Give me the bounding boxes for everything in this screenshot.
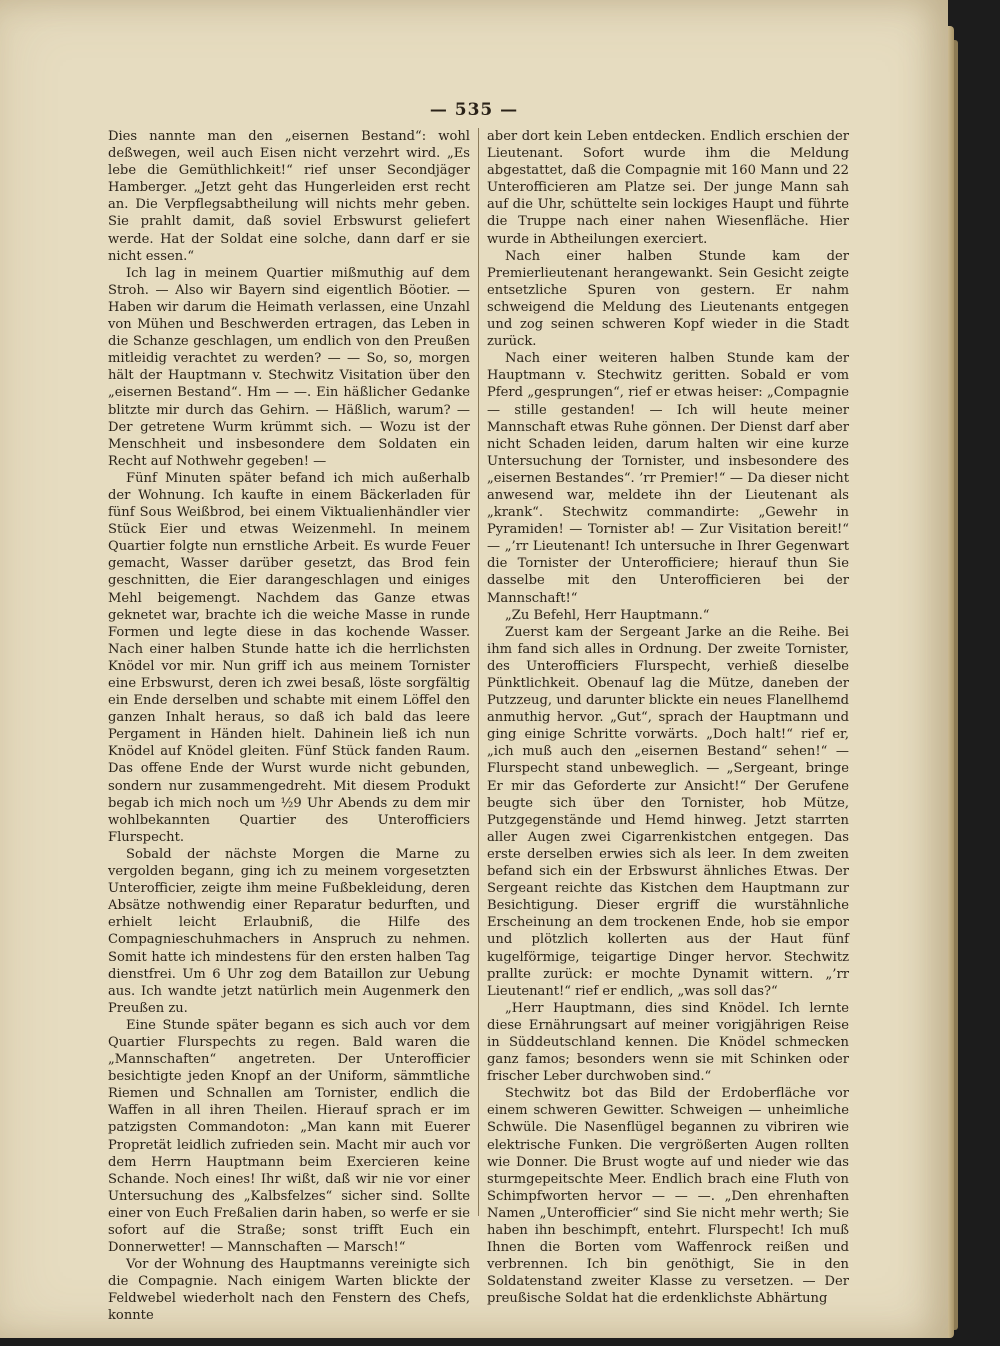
paragraph: „Zu Befehl, Herr Hauptmann.“ bbox=[505, 607, 710, 623]
paragraph: Stechwitz bot das Bild der Erdoberfläche vor einem schweren Gewitter. Schweigen — unheimliche Schwüle. Die Nasenflügel begannen zu vibriren wie elektrische Funken. Die vergrößerten Augen rollten wie Donner. Die Brust wogte auf und nieder wie das sturmgepeitschte Meer. Endlich brach eine Fluth von Schimpfworten hervor — — —. „Den ehrenhaften Namen „Unterofficier“ sind Sie nicht mehr werth; Sie haben ihn beschimpft, entehrt. Flurspecht! Ich muß Ihnen die Borten vom Waffenrock reißen und verbrennen. Ich bin genöthigt, Sie in den Soldatenstand zweiter Klasse zu versetzen. — Der preußische Soldat hat die erdenklichste Abhärtung bbox=[487, 1086, 849, 1307]
paragraph: „Herr Hauptmann, dies sind Knödel. Ich lernte diese Ernährungsart auf meiner vorigjährigen Reise in Süddeutschland kennen. Die Knödel schmecken ganz famos; besonders wenn sie mit Schinken oder frischer Leber durchwoben sind.“ bbox=[487, 1000, 849, 1085]
paragraph: Nach einer halben Stunde kam der Premierlieutenant herangewankt. Sein Gesicht zeigte entsetzliche Spuren von gestern. Er nahm schweigend die Meldung des Lieutenants entgegen und zog seinen schweren Kopf wieder in die Stadt zurück. bbox=[487, 248, 849, 350]
paragraph: Fünf Minuten später befand ich mich außerhalb der Wohnung. Ich kaufte in einem Bäckerladen für fünf Sous Weißbrod, bei einem Viktualienhändler vier Stück Eier und etwas Weizenmehl. In meinem Quartier folgte nun ernstliche Arbeit. Es wurde Feuer gemacht, Wasser darüber gesetzt, das Brod fein geschnitten, die Eier darangeschlagen und einiges Mehl beigemengt. Nachdem das Ganze etwas geknetet war, brachte ich die weiche Masse in runde Formen und legte diese in das kochende Wasser. Nach einer halben Stunde hatte ich die herrlichsten Knödel vor mir. Nun griff ich aus meinem Tornister eine Erbswurst, deren ich zwei besaß, löste sorgfältig ein Ende derselben und schabte mit einem Löffel den ganzen Inhalt heraus, so daß ich bald das leere Pergament in Händen hielt. Dahinein ließ ich nun Knödel auf Knödel gleiten. Fünf Stück fanden Raum. Das offene Ende der Wurst wurde nicht gebunden, sondern nur zusammengedreht. Mit diesem Produkt begab ich mich noch um ½9 Uhr Abends zu dem mir wohlbekannten Quartier des Unterofficiers Flurspecht. bbox=[108, 470, 470, 845]
paragraph: Eine Stunde später begann es sich auch vor dem Quartier Flurspechts zu regen. Bald waren die „Mannschaften“ angetreten. Der Unterofficier besichtigte jeden Knopf an der Uniform, sämmtliche Riemen und Schnallen am Tornister, endlich die Waffen in all ihren Theilen. Hierauf sprach er im patzigsten Commandoton: „Man kann mit Euerer Propretät leidlich zufrieden sein. Macht mir auch vor dem Herrn Hauptmann beim Exercieren keine Schande. Noch eines! Ihr wißt, daß wir nie vor einer Untersuchung des „Kalbsfelzes“ sicher sind. Sollte einer von Euch Freßalien darin haben, so werfe er sie sofort auf die Straße; sonst trifft Euch ein Donnerwetter! — Mannschaften — Marsch!“ bbox=[108, 1017, 470, 1256]
paragraph: aber dort kein Leben entdecken. Endlich erschien der Lieutenant. Sofort wurde ihm die Meldung abgestattet, daß die Compagnie mit 160 Mann und 22 Unterofficieren am Platze sei. Der junge Mann sah auf die Uhr, schüttelte sein lockiges Haupt und führte die Truppe nach einer nahen Wiesenfläche. Hier wurde in Abtheilungen exerciert. bbox=[487, 129, 849, 247]
paragraph: Zuerst kam der Sergeant Jarke an die Reihe. Bei ihm fand sich alles in Ordnung. Der zweite Tornister, des Unterofficiers Flurspecht, verhieß dieselbe Pünktlichkeit. Obenauf lag die Mütze, daneben der Putzzeug, und darunter blickte ein neues Flanellhemd anmuthig hervor. „Gut“, sprach der Hauptmann und ging einige Schritte vorwärts. „Doch halt!“ rief er, „ich muß auch den „eisernen Bestand“ sehen!“ — Flurspecht stand unbeweglich. — „Sergeant, bringe Er mir das Geforderte zur Ansicht!“ Der Gerufene beugte sich über den Tornister, hob Mütze, Putzgegenstände und Hemd hinweg. Jetzt starrten aller Augen zwei Cigarrenkistchen entgegen. Das erste derselben erwies sich als leer. In dem zweiten befand sich ein der Erbswurst ähnliches Etwas. Der Sergeant reichte das Kistchen dem Hauptmann zur Besichtigung. Dieser ergriff die wurstähnliche Erscheinung an dem trockenen Ende, hob sie empor und plötzlich kollerten aus der Haut fünf kugelförmige, teigartige Dinger hervor. Stechwitz prallte zurück: er mochte Dynamit wittern. „’rr Lieutenant!“ rief er endlich, „was soll das?“ bbox=[487, 624, 849, 999]
column-divider bbox=[478, 128, 479, 1216]
paragraph: Nach einer weiteren halben Stunde kam der Hauptmann v. Stechwitz geritten. Sobald er vom Pferd „gesprungen“, rief er etwas heiser: „Compagnie — stille gestanden! — Ich will heute meiner Mannschaft etwas Ruhe gönnen. Der Dienst darf aber nicht Schaden leiden, darum halten wir eine kurze Untersuchung der Tornister, und insbesondere des „eisernen Bestandes“. ’rr Premier!“ — Da dieser nicht anwesend war, meldete ihn der Lieutenant als „krank“. Stechwitz commandirte: „Gewehr in Pyramiden! — Tornister ab! — Zur Visitation bereit!“ — „’rr Lieutenant! Ich untersuche in Ihrer Gegenwart die Tornister der Unterofficiere; hierauf thun Sie dasselbe mit den Unterofficieren bei der Mannschaft!“ bbox=[487, 351, 849, 606]
paragraph: Ich lag in meinem Quartier mißmuthig auf dem Stroh. — Also wir Bayern sind eigentlich Böotier. — Haben wir darum die Heimath verlassen, eine Unzahl von Mühen und Beschwerden ertragen, das Leben in die Schanze geschlagen, um endlich von den Preußen mitleidig verachtet zu werden? — — So, so, morgen hält der Hauptmann v. Stechwitz Visitation über den „eisernen Bestand“. Hm — —. Ein häßlicher Gedanke blitzte mir durch das Gehirn. — Häßlich, warum? — Der getretene Wurm krümmt sich. — Wozu ist der Menschheit und insbesondere dem Soldaten ein Recht auf Nothwehr gegeben! — bbox=[108, 265, 470, 469]
left-column bbox=[108, 128, 470, 1325]
paragraph: Sobald der nächste Morgen die Marne zu vergolden begann, ging ich zu meinem vorgesetzten Unterofficier, zeigte ihm meine Fußbekleidung, deren Absätze nothwendig einer Reparatur bedurften, und erhielt leicht Erlaubniß, die Hilfe des Compagnieschuhmachers in Anspruch zu nehmen. Somit hatte ich mindestens für den ersten halben Tag dienstfrei. Um 6 Uhr zog dem Bataillon zur Uebung aus. Ich wandte jetzt natürlich mein Augenmerk den Preußen zu. bbox=[108, 846, 470, 1016]
paragraph: Vor der Wohnung des Hauptmanns vereinigte sich die Compagnie. Nach einigem Warten blickte der Feldwebel wiederholt nach den Fenstern des Chefs, konnte bbox=[108, 1257, 470, 1324]
paragraph: Dies nannte man den „eisernen Bestand“: wohl deßwegen, weil auch Eisen nicht verzehrt wird. „Es lebe die Gemüthlichkeit!“ rief unser Secondjäger Hamberger. „Jetzt geht das Hungerleiden erst recht an. Die Verpflegsabtheilung will nichts mehr geben. Sie prahlt damit, daß soviel Erbswurst geliefert werde. Hat der Soldat eine solche, dann darf er sie nicht essen.“ bbox=[108, 129, 470, 264]
right-column bbox=[487, 128, 849, 1307]
page-number: — 535 — bbox=[429, 100, 519, 120]
